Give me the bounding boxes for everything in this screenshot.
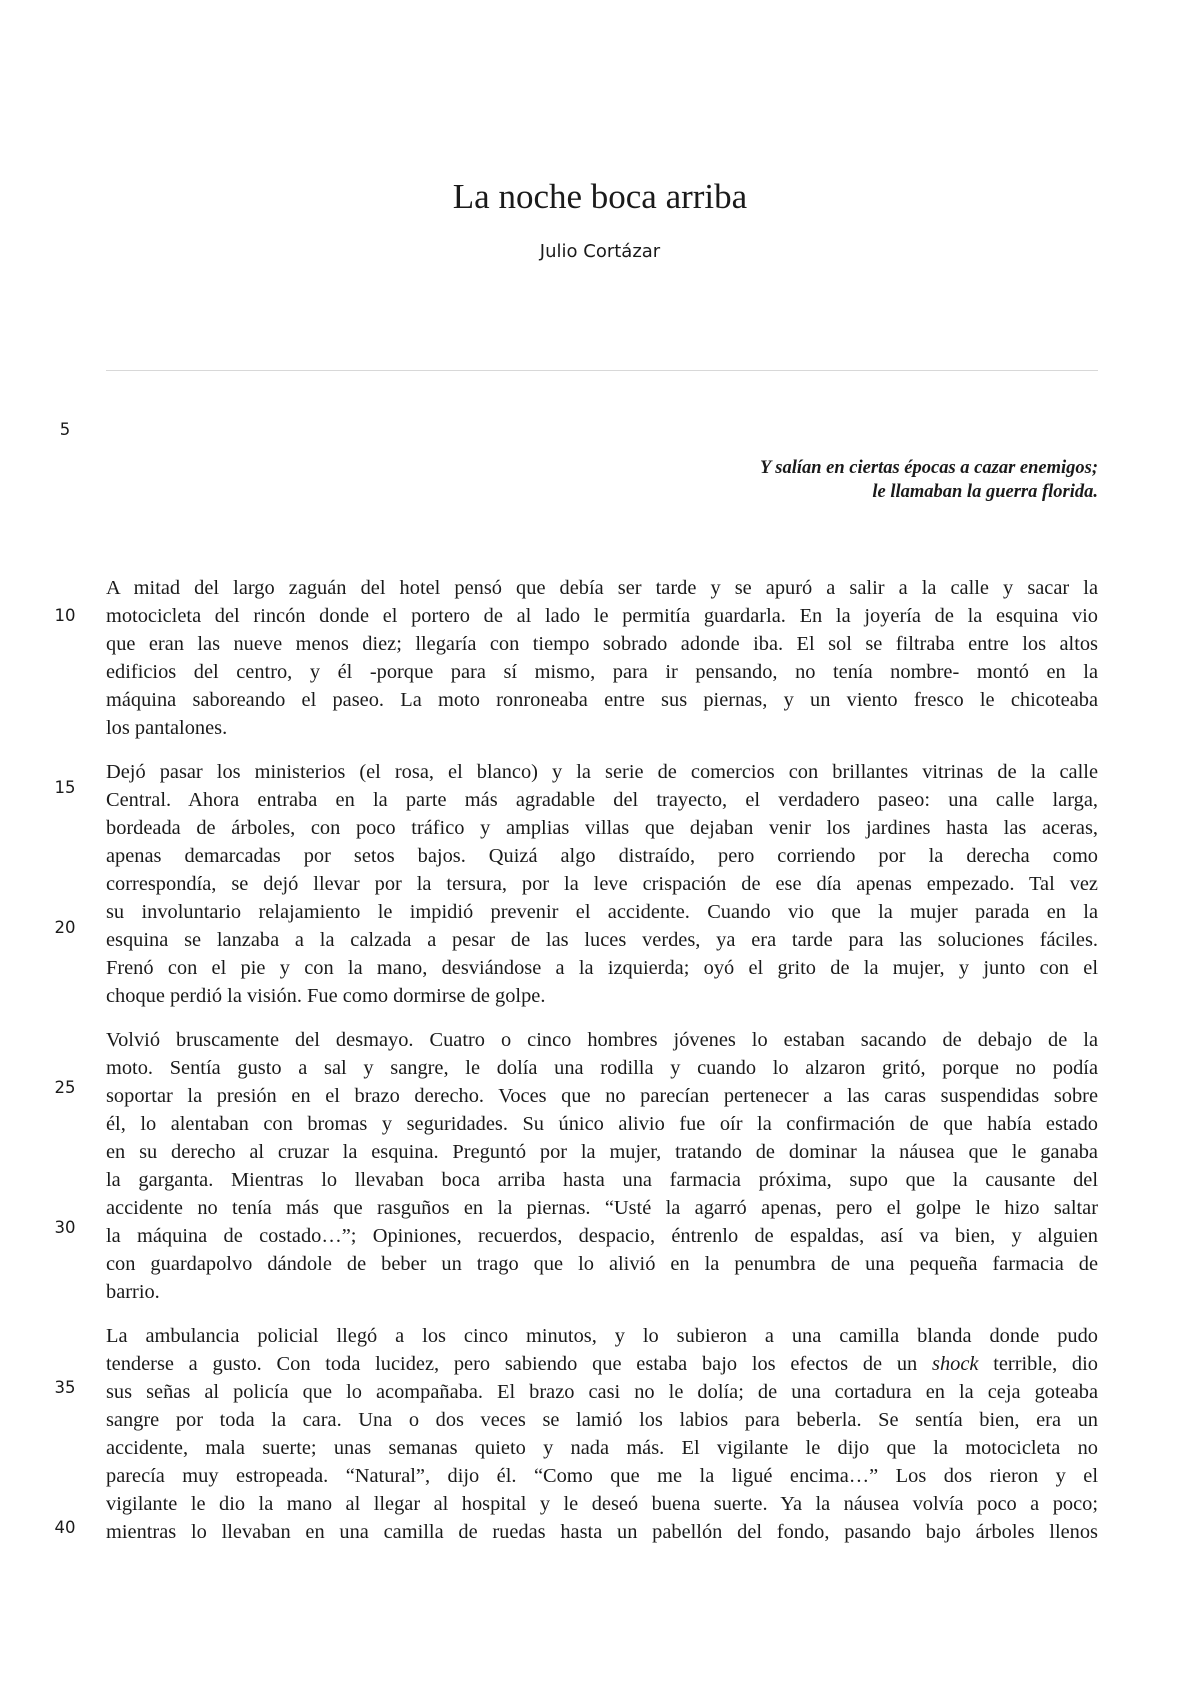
line-number: 40 [54, 1518, 76, 1537]
text-line: bordeada de árboles, con poco tráfico y amplias villas que dejaban venir los jardines hasta las aceras, [106, 817, 1098, 839]
text-line: La ambulancia policial llegó a los cinco minutos, y lo subieron a una camilla blanda donde pudo [106, 1325, 1098, 1347]
text-line: A mitad del largo zaguán del hotel pensó que debía ser tarde y se apuró a salir a la calle y sacar la [106, 577, 1098, 599]
text-line: con guardapolvo dándole de beber un trago que lo alivió en la penumbra de una pequeña farmacia de [106, 1253, 1098, 1275]
epigraph [600, 456, 1098, 504]
text-line [106, 1350, 1098, 1378]
text-line: motocicleta del rincón donde el portero de al lado le permitía guardarla. En la joyería de la esquina vio [106, 605, 1098, 627]
story-body [106, 574, 1098, 1546]
text-line: la máquina de costado…”; Opiniones, recuerdos, despacio, éntrenlo de espaldas, así va bien, y alguien [106, 1225, 1098, 1247]
paragraph-gap [106, 1010, 1098, 1026]
epigraph-line: Y salían en ciertas épocas a cazar enemigos; [760, 458, 1098, 478]
line-number: 5 [59, 420, 71, 439]
text-line: Frenó con el pie y con la mano, desviándose a la izquierda; oyó el grito de la mujer, y junto con el [106, 957, 1098, 979]
text-segment: terrible, dio [978, 1353, 1098, 1375]
text-line: parecía muy estropeada. “Natural”, dijo él. “Como que me la ligué encima…” Los dos rieron y el [106, 1465, 1098, 1487]
text-line: Central. Ahora entraba en la parte más agradable del trayecto, el verdadero paseo: una calle larga, [106, 789, 1098, 811]
emphasis-text: shock [932, 1353, 979, 1375]
text-line: vigilante le dio la mano al llegar al hospital y le deseó buena suerte. Ya la náusea volvía poco a poco; [106, 1493, 1098, 1515]
text-line: accidente no tenía más que rasguños en la piernas. “Usté la agarró apenas, pero el golpe le hizo saltar [106, 1197, 1098, 1219]
text-line: la garganta. Mientras lo llevaban boca arriba hasta una farmacia próxima, supo que la causante del [106, 1169, 1098, 1191]
text-line: él, lo alentaban con bromas y seguridades. Su único alivio fue oír la confirmación de que había estado [106, 1113, 1098, 1135]
text-line: sus señas al policía que lo acompañaba. El brazo casi no le dolía; de una cortadura en la ceja goteaba [106, 1381, 1098, 1403]
text-line: edificios del centro, y él -porque para sí mismo, para ir pensando, no tenía nombre- montó en la [106, 661, 1098, 683]
line-number: 25 [54, 1078, 76, 1097]
text-line: los pantalones. [106, 717, 228, 739]
line-number: 30 [54, 1218, 76, 1237]
paragraph-gap [106, 1306, 1098, 1322]
text-line: Dejó pasar los ministerios (el rosa, el blanco) y la serie de comercios con brillantes vitrinas de la calle [106, 761, 1098, 783]
epigraph-line: le llamaban la guerra florida. [872, 482, 1098, 502]
text-line: choque perdió la visión. Fue como dormirse de golpe. [106, 985, 546, 1007]
text-segment: tenderse a gusto. Con toda lucidez, pero sabiendo que estaba bajo los efectos de un [106, 1353, 933, 1375]
line-number: 10 [54, 606, 76, 625]
text-line: barrio. [106, 1281, 160, 1303]
text-line: que eran las nueve menos diez; llegaría con tiempo sobrado adonde iba. El sol se filtraba entre los altos [106, 633, 1098, 655]
text-line: sangre por toda la cara. Una o dos veces se lamió los labios para beberla. Se sentía bien, era un [106, 1409, 1098, 1431]
paragraph [106, 758, 1098, 1010]
text-line: apenas demarcadas por setos bajos. Quizá algo distraído, pero corriendo por la derecha como [106, 845, 1098, 867]
line-number: 15 [54, 778, 76, 797]
document-author: Julio Cortázar [539, 241, 661, 262]
line-number: 20 [54, 918, 76, 937]
text-line: soportar la presión en el brazo derecho. Voces que no parecían pertenecer a las caras suspendidas sobre [106, 1085, 1098, 1107]
line-number: 35 [54, 1378, 76, 1397]
text-line: su involuntario relajamiento le impidió prevenir el accidente. Cuando vio que la mujer parada en la [106, 901, 1098, 923]
paragraph [106, 1026, 1098, 1306]
paragraph-gap [106, 742, 1098, 758]
paragraph [106, 574, 1098, 742]
header-divider [106, 370, 1098, 371]
paragraph [106, 1322, 1098, 1546]
document-title: La noche boca arriba [452, 177, 748, 216]
text-line: correspondía, se dejó llevar por la tersura, por la leve crispación de ese día apenas empezado. Tal vez [106, 873, 1098, 895]
text-line: Volvió bruscamente del desmayo. Cuatro o cinco hombres jóvenes lo estaban sacando de debajo de la [106, 1029, 1098, 1051]
text-line: moto. Sentía gusto a sal y sangre, le dolía una rodilla y cuando lo alzaron gritó, porque no podía [106, 1057, 1098, 1079]
text-line: esquina se lanzaba a la calzada a pesar de las luces verdes, ya era tarde para las soluciones fáciles. [106, 929, 1098, 951]
text-line: en su derecho al cruzar la esquina. Preguntó por la mujer, tratando de dominar la náusea que le ganaba [106, 1141, 1098, 1163]
text-line: accidente, mala suerte; unas semanas quieto y nada más. El vigilante le dijo que la motocicleta no [106, 1437, 1098, 1459]
text-line: mientras lo llevaban en una camilla de ruedas hasta un pabellón del fondo, pasando bajo árboles llenos [106, 1521, 1098, 1543]
text-line: máquina saboreando el paseo. La moto ronroneaba entre sus piernas, y un viento fresco le chicoteaba [106, 689, 1098, 711]
